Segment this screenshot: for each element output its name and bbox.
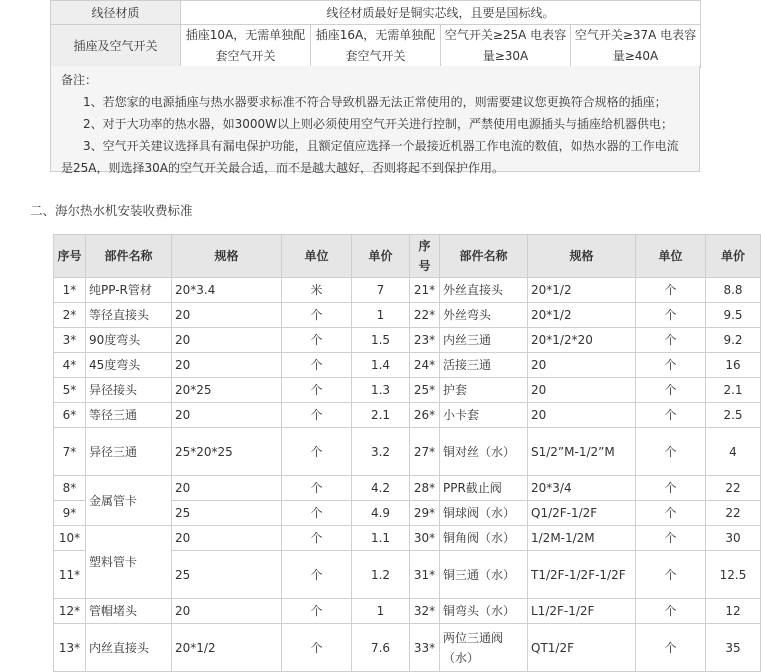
part-spec: 20*1/2	[528, 278, 636, 303]
table-row	[54, 328, 761, 353]
item-number: 25*	[410, 378, 440, 403]
part-unit: 个	[282, 378, 352, 403]
table-row	[54, 624, 761, 672]
item-number: 3*	[54, 328, 86, 353]
part-spec: 20*3/4	[528, 476, 636, 501]
switch-spec-cell: 空气开关≥37A 电表容量≥40A	[571, 25, 701, 68]
part-spec: 20	[172, 476, 282, 501]
part-name: 铜弯头（水）	[440, 599, 528, 624]
part-unit: 个	[636, 501, 706, 526]
part-unit: 个	[636, 328, 706, 353]
item-number: 12*	[54, 599, 86, 624]
part-unit: 个	[636, 551, 706, 599]
part-spec: 20*1/2	[528, 303, 636, 328]
item-number: 9*	[54, 501, 86, 526]
part-price: 30	[706, 526, 761, 551]
part-unit: 个	[636, 353, 706, 378]
part-name: 铜三通（水）	[440, 551, 528, 599]
part-price: 12.5	[706, 551, 761, 599]
item-number: 22*	[410, 303, 440, 328]
item-number: 28*	[410, 476, 440, 501]
table-row	[51, 1, 701, 25]
part-spec: 20*25	[172, 378, 282, 403]
part-spec: 20	[528, 353, 636, 378]
part-name: 铜角阀（水）	[440, 526, 528, 551]
part-price: 4	[706, 428, 761, 476]
part-name: 小卡套	[440, 403, 528, 428]
part-name: 金属管卡	[86, 476, 172, 526]
part-price: 7	[352, 278, 410, 303]
part-price: 1.4	[352, 353, 410, 378]
notes-title: 备注：	[61, 73, 98, 87]
part-name: 塑料管卡	[86, 526, 172, 599]
part-name: PPR截止阀	[440, 476, 528, 501]
item-number: 31*	[410, 551, 440, 599]
part-spec: 20*1/2*20	[528, 328, 636, 353]
part-price: 2.1	[706, 378, 761, 403]
item-number: 23*	[410, 328, 440, 353]
col-header: 序号	[410, 235, 440, 278]
part-name: 两位三通阀（水）	[440, 624, 528, 672]
part-name: 内丝三通	[440, 328, 528, 353]
switch-spec-cell: 空气开关≥25A 电表容量≥30A	[441, 25, 571, 68]
part-unit: 个	[636, 278, 706, 303]
col-header: 单位	[636, 235, 706, 278]
part-unit: 个	[282, 526, 352, 551]
part-unit: 个	[282, 303, 352, 328]
item-number: 27*	[410, 428, 440, 476]
part-spec: 20	[172, 353, 282, 378]
part-name: 铜球阀（水）	[440, 501, 528, 526]
part-name: 外丝直接头	[440, 278, 528, 303]
part-price: 16	[706, 353, 761, 378]
item-number: 1*	[54, 278, 86, 303]
part-name: 异径接头	[86, 378, 172, 403]
header-row	[54, 235, 761, 278]
table-row	[54, 476, 761, 501]
part-price: 1.3	[352, 378, 410, 403]
col-header: 规格	[528, 235, 636, 278]
item-number: 33*	[410, 624, 440, 672]
col-header: 部件名称	[86, 235, 172, 278]
item-number: 26*	[410, 403, 440, 428]
part-unit: 个	[636, 599, 706, 624]
notes-box	[50, 66, 700, 175]
part-spec: 20	[172, 303, 282, 328]
part-spec: QT1/2F	[528, 624, 636, 672]
part-price: 12	[706, 599, 761, 624]
part-price: 7.6	[352, 624, 410, 672]
part-price: 35	[706, 624, 761, 672]
part-name: 活接三通	[440, 353, 528, 378]
part-name: 外丝弯头	[440, 303, 528, 328]
col-header: 单价	[706, 235, 761, 278]
col-header: 单价	[352, 235, 410, 278]
part-unit: 米	[282, 278, 352, 303]
item-number: 29*	[410, 501, 440, 526]
part-unit: 个	[282, 624, 352, 672]
part-spec: 20	[172, 328, 282, 353]
part-price: 22	[706, 476, 761, 501]
part-spec: Q1/2F-1/2F	[528, 501, 636, 526]
table-row	[54, 403, 761, 428]
table-row	[54, 303, 761, 328]
wire-material-label: 线径材质	[51, 1, 181, 25]
table-row	[54, 278, 761, 303]
item-number: 10*	[54, 526, 86, 551]
item-number: 32*	[410, 599, 440, 624]
note-item: 3、空气开关建议选择具有漏电保护功能，且额定值应选择一个最接近机器工作电流的数值，如热水器的工作电流是25A，则选择30A的空气开关最合适，而不是越大越好，否则将起不到保护作用。	[61, 139, 679, 175]
part-price: 3.2	[352, 428, 410, 476]
item-number: 4*	[54, 353, 86, 378]
part-unit: 个	[282, 428, 352, 476]
section-title: 二、海尔热水机安装收费标准	[30, 203, 193, 218]
part-price: 2.1	[352, 403, 410, 428]
part-name: 等径三通	[86, 403, 172, 428]
part-price: 1	[352, 599, 410, 624]
part-unit: 个	[282, 599, 352, 624]
part-name: 管帽堵头	[86, 599, 172, 624]
part-spec: 20	[528, 378, 636, 403]
part-price: 2.5	[706, 403, 761, 428]
socket-spec-cell: 插座10A，无需单独配套空气开关	[181, 25, 311, 68]
table-row	[54, 378, 761, 403]
part-price: 8.8	[706, 278, 761, 303]
part-price: 9.2	[706, 328, 761, 353]
part-name: 45度弯头	[86, 353, 172, 378]
part-unit: 个	[282, 353, 352, 378]
col-header: 规格	[172, 235, 282, 278]
table-row	[51, 25, 701, 68]
col-header: 序号	[54, 235, 86, 278]
part-unit: 个	[282, 551, 352, 599]
part-name: 异径三通	[86, 428, 172, 476]
part-spec: 20	[528, 403, 636, 428]
part-spec: 20	[172, 526, 282, 551]
note-item: 1、若您家的电源插座与热水器要求标准不符合导致机器无法正常使用的，则需要建议您更换符合规格的插座；	[83, 95, 667, 109]
part-spec: L1/2F-1/2F	[528, 599, 636, 624]
table-row	[54, 428, 761, 476]
fee-table	[53, 234, 761, 672]
part-spec: 20*1/2	[172, 624, 282, 672]
requirements-table	[50, 0, 701, 68]
part-unit: 个	[636, 378, 706, 403]
part-unit: 个	[282, 501, 352, 526]
part-spec: T1/2F-1/2F-1/2F	[528, 551, 636, 599]
part-spec: 20	[172, 403, 282, 428]
part-spec: 25	[172, 551, 282, 599]
part-spec: 1/2M-1/2M	[528, 526, 636, 551]
socket-switch-label: 插座及空气开关	[51, 25, 181, 68]
item-number: 30*	[410, 526, 440, 551]
part-unit: 个	[636, 403, 706, 428]
part-unit: 个	[282, 403, 352, 428]
part-unit: 个	[636, 526, 706, 551]
note-item: 2、对于大功率的热水器，如3000W以上则必须使用空气开关进行控制，严禁使用电源插头与插座给机器供电；	[83, 117, 674, 131]
part-price: 22	[706, 501, 761, 526]
socket-spec-cell: 插座16A，无需单独配套空气开关	[311, 25, 441, 68]
wire-material-text: 线径材质最好是铜实芯线，且要是国标线。	[181, 1, 701, 25]
part-name: 铜对丝（水）	[440, 428, 528, 476]
part-spec: 25	[172, 501, 282, 526]
part-price: 1.5	[352, 328, 410, 353]
table-row	[54, 526, 761, 551]
item-number: 13*	[54, 624, 86, 672]
part-name: 90度弯头	[86, 328, 172, 353]
col-header: 部件名称	[440, 235, 528, 278]
part-name: 护套	[440, 378, 528, 403]
table-row	[54, 353, 761, 378]
part-name: 内丝直接头	[86, 624, 172, 672]
part-unit: 个	[636, 476, 706, 501]
part-name: 纯PP-R管材	[86, 278, 172, 303]
item-number: 6*	[54, 403, 86, 428]
col-header: 单位	[282, 235, 352, 278]
part-name: 等径直接头	[86, 303, 172, 328]
item-number: 11*	[54, 551, 86, 599]
part-spec: 25*20*25	[172, 428, 282, 476]
part-unit: 个	[282, 328, 352, 353]
item-number: 2*	[54, 303, 86, 328]
item-number: 7*	[54, 428, 86, 476]
part-price: 1.2	[352, 551, 410, 599]
part-unit: 个	[636, 428, 706, 476]
part-unit: 个	[282, 476, 352, 501]
item-number: 21*	[410, 278, 440, 303]
part-spec: 20	[172, 599, 282, 624]
part-unit: 个	[636, 303, 706, 328]
part-spec: S1/2”M-1/2”M	[528, 428, 636, 476]
part-price: 4.2	[352, 476, 410, 501]
part-unit: 个	[636, 624, 706, 672]
part-price: 9.5	[706, 303, 761, 328]
part-spec: 20*3.4	[172, 278, 282, 303]
item-number: 8*	[54, 476, 86, 501]
item-number: 24*	[410, 353, 440, 378]
part-price: 1.1	[352, 526, 410, 551]
part-price: 4.9	[352, 501, 410, 526]
part-price: 1	[352, 303, 410, 328]
table-row	[54, 599, 761, 624]
item-number: 5*	[54, 378, 86, 403]
